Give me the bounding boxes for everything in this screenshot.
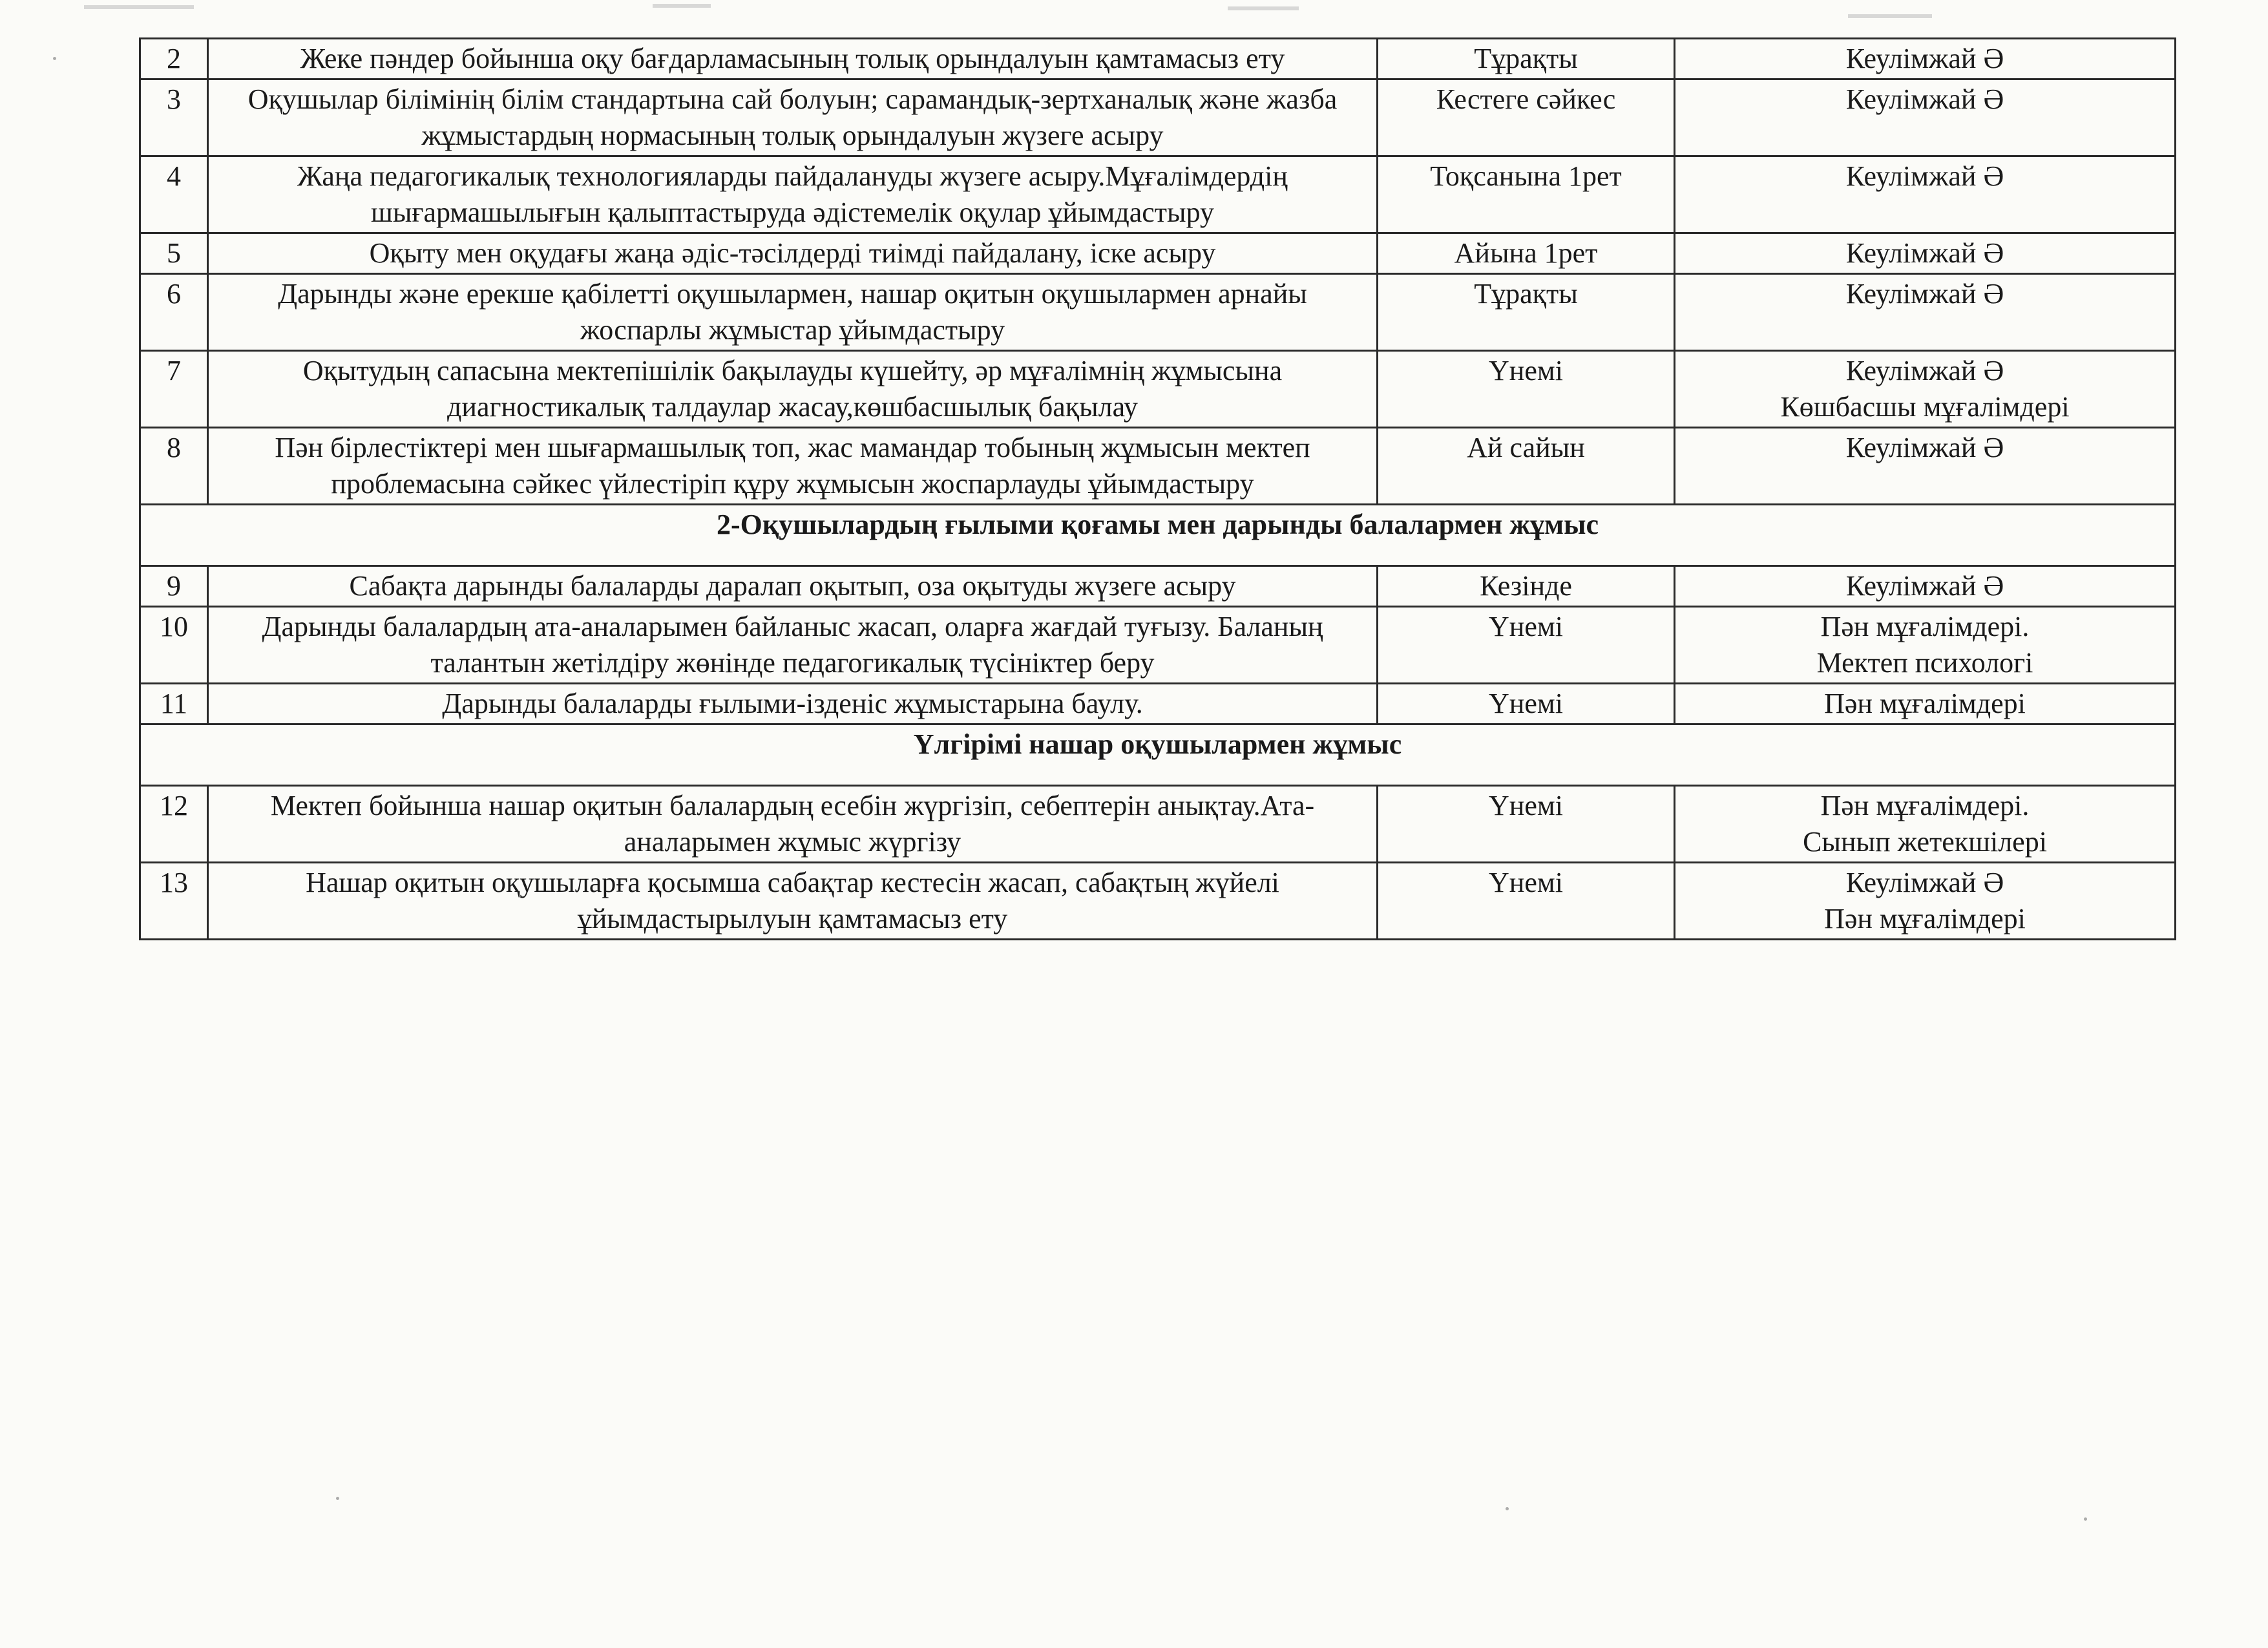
- responsible-name: Пән мұғалімдері: [1824, 688, 2026, 719]
- responsible-cell: [1675, 156, 2176, 233]
- table-row: [140, 607, 2176, 684]
- row-number: 10: [140, 607, 208, 684]
- work-plan-table: [139, 37, 2176, 940]
- deadline-cell: Үнемі: [1378, 607, 1675, 684]
- scan-speck: [2084, 1517, 2087, 1521]
- scan-artifact: [653, 4, 711, 8]
- table-row: [140, 428, 2176, 505]
- task-cell: Дарынды балаларды ғылыми-ізденіс жұмыстарына баулу.: [208, 684, 1378, 724]
- row-number: 3: [140, 79, 208, 156]
- row-number: 5: [140, 233, 208, 274]
- responsible-cell: [1675, 79, 2176, 156]
- scan-speck: [1506, 1507, 1509, 1510]
- deadline-cell: Кестеге сәйкес: [1378, 79, 1675, 156]
- table-row: [140, 274, 2176, 351]
- section-heading-row: [140, 724, 2176, 786]
- responsible-name: Кеулімжай Ә: [1845, 355, 2004, 386]
- deadline-cell: Үнемі: [1378, 863, 1675, 940]
- table-row: [140, 863, 2176, 940]
- deadline-cell: Ай сайын: [1378, 428, 1675, 505]
- responsible-name: Кеулімжай Ә: [1845, 432, 2004, 463]
- scan-artifact: [1228, 6, 1299, 10]
- task-cell: Нашар оқитын оқушыларға қосымша сабақтар кестесін жасап, сабақтың жүйелі ұйымдастырылуын қамтамасыз ету: [208, 863, 1378, 940]
- responsible-name: Кеулімжай Ә: [1845, 867, 2004, 898]
- responsible-name: Пән мұғалімдері.: [1820, 611, 2030, 642]
- scan-speck: [336, 1497, 339, 1500]
- deadline-cell: Айына 1рет: [1378, 233, 1675, 274]
- responsible-cell: [1675, 351, 2176, 428]
- deadline-cell: Тұрақты: [1378, 274, 1675, 351]
- task-cell: Сабақта дарынды балаларды даралап оқытып, оза оқытуды жүзеге асыру: [208, 566, 1378, 607]
- task-cell: Жеке пәндер бойынша оқу бағдарламасының толық орындалуын қамтамасыз ету: [208, 39, 1378, 79]
- responsible-name: Пән мұғалімдері.: [1820, 790, 2030, 821]
- task-cell: Оқушылар білімінің білім стандартына сай болуын; сарамандық-зертханалық және жазба жұмыстардың нормасының толық орындалуын жүзеге асыру: [208, 79, 1378, 156]
- task-cell: Жаңа педагогикалық технологияларды пайдалануды жүзеге асыру.Мұғалімдердің шығармашылығын қалыптастыруда әдістемелік оқулар ұйымдастыру: [208, 156, 1378, 233]
- responsible-cell: [1675, 863, 2176, 940]
- deadline-cell: Кезінде: [1378, 566, 1675, 607]
- section-heading-row: [140, 505, 2176, 566]
- row-number: 12: [140, 786, 208, 863]
- responsible-cell: [1675, 607, 2176, 684]
- row-number: 2: [140, 39, 208, 79]
- task-cell: Оқытудың сапасына мектепішілік бақылауды күшейту, әр мұғалімнің жұмысына диагностикалық талдаулар жасау,көшбасшылық бақылау: [208, 351, 1378, 428]
- row-number: 13: [140, 863, 208, 940]
- table-row: [140, 156, 2176, 233]
- responsible-cell: [1675, 786, 2176, 863]
- responsible-cell: [1675, 233, 2176, 274]
- table-row: [140, 39, 2176, 79]
- row-number: 4: [140, 156, 208, 233]
- table-row: [140, 566, 2176, 607]
- responsible-name: Сынып жетекшілері: [1803, 826, 2047, 858]
- table-row: [140, 79, 2176, 156]
- deadline-cell: Тоқсанына 1рет: [1378, 156, 1675, 233]
- scan-artifact: [1848, 14, 1932, 18]
- row-number: 7: [140, 351, 208, 428]
- table-row: [140, 684, 2176, 724]
- responsible-name: Кеулімжай Ә: [1845, 237, 2004, 269]
- task-cell: Пән бірлестіктері мен шығармашылық топ, жас мамандар тобының жұмысын мектеп проблемасына сәйкес үйлестіріп құру жұмысын жоспарлауды ұйымдастыру: [208, 428, 1378, 505]
- section-heading: 2-Оқушылардың ғылыми қоғамы мен дарынды балалармен жұмыс: [140, 505, 2176, 566]
- row-number: 8: [140, 428, 208, 505]
- responsible-cell: [1675, 566, 2176, 607]
- deadline-cell: Үнемі: [1378, 351, 1675, 428]
- responsible-name: Кеулімжай Ә: [1845, 160, 2004, 192]
- task-cell: Дарынды және ерекше қабілетті оқушылармен, нашар оқитын оқушылармен арнайы жоспарлы жұмыстар ұйымдастыру: [208, 274, 1378, 351]
- deadline-cell: Үнемі: [1378, 786, 1675, 863]
- row-number: 6: [140, 274, 208, 351]
- responsible-name: Мектеп психологі: [1816, 647, 2033, 679]
- section-heading: Үлгірімі нашар оқушылармен жұмыс: [140, 724, 2176, 786]
- responsible-cell: [1675, 39, 2176, 79]
- responsible-cell: [1675, 274, 2176, 351]
- scan-artifact: [84, 5, 194, 9]
- responsible-name: Кеулімжай Ә: [1845, 83, 2004, 115]
- table-row: [140, 351, 2176, 428]
- task-cell: Дарынды балалардың ата-аналарымен байланыс жасап, оларға жағдай туғызу. Баланың талантын жетілдіру жөнінде педагогикалық түсініктер беру: [208, 607, 1378, 684]
- responsible-name: Пән мұғалімдері: [1824, 903, 2026, 935]
- responsible-cell: [1675, 428, 2176, 505]
- responsible-name: Кеулімжай Ә: [1845, 570, 2004, 602]
- table-row: [140, 786, 2176, 863]
- task-cell: Мектеп бойынша нашар оқитын балалардың есебін жүргізіп, себептерін анықтау.Ата-аналарымен жұмыс жүргізу: [208, 786, 1378, 863]
- row-number: 11: [140, 684, 208, 724]
- responsible-name: Көшбасшы мұғалімдері: [1780, 391, 2070, 423]
- responsible-name: Кеулімжай Ә: [1845, 43, 2004, 74]
- deadline-cell: Үнемі: [1378, 684, 1675, 724]
- scan-speck: [53, 57, 56, 60]
- responsible-name: Кеулімжай Ә: [1845, 278, 2004, 310]
- row-number: 9: [140, 566, 208, 607]
- table-row: [140, 233, 2176, 274]
- responsible-cell: [1675, 684, 2176, 724]
- deadline-cell: Тұрақты: [1378, 39, 1675, 79]
- task-cell: Оқыту мен оқудағы жаңа әдіс-тәсілдерді тиімді пайдалану, іске асыру: [208, 233, 1378, 274]
